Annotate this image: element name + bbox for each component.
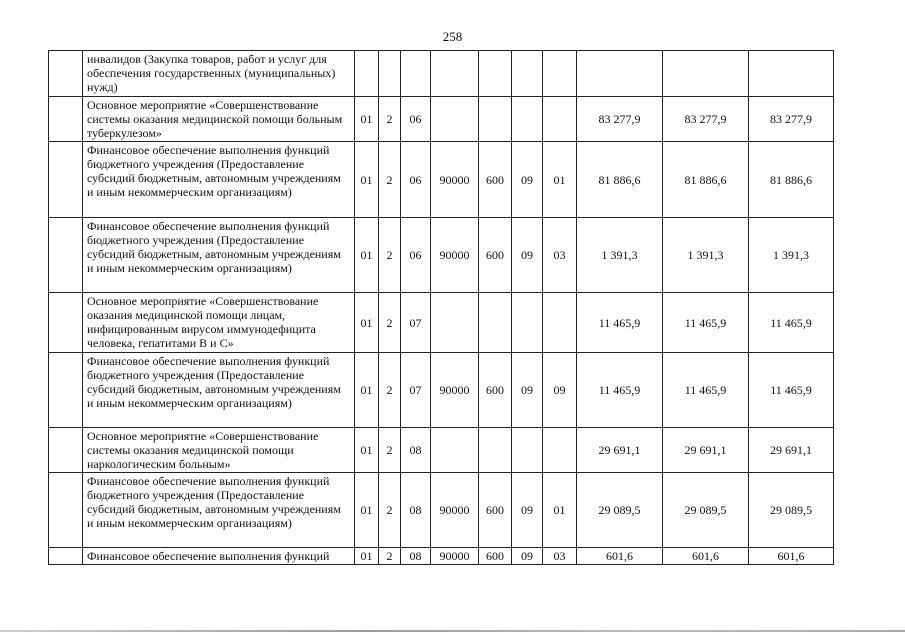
row-margin-cell (49, 428, 83, 473)
code-cell-3 (401, 51, 431, 97)
amount-cell-2: 1 391,3 (663, 218, 749, 293)
code-cell-3: 08 (401, 428, 431, 473)
code-cell-4 (431, 293, 479, 353)
table-row (49, 428, 834, 473)
code-cell-7 (543, 51, 577, 97)
amount-cell-3: 29 089,5 (749, 473, 834, 548)
code-cell-3: 08 (401, 548, 431, 565)
amount-cell-1: 11 465,9 (577, 353, 663, 428)
amount-cell-3: 11 465,9 (749, 353, 834, 428)
code-cell-1: 01 (355, 293, 379, 353)
code-cell-2 (379, 51, 401, 97)
amount-cell-1: 1 391,3 (577, 218, 663, 293)
amount-cell-2: 601,6 (663, 548, 749, 565)
table-row (49, 473, 834, 548)
code-cell-5: 600 (479, 218, 512, 293)
amount-cell-3: 601,6 (749, 548, 834, 565)
row-margin-cell (49, 218, 83, 293)
code-cell-4: 90000 (431, 142, 479, 218)
code-cell-3: 06 (401, 142, 431, 218)
code-cell-5: 600 (479, 142, 512, 218)
table-row (49, 142, 834, 218)
code-cell-4 (431, 51, 479, 97)
code-cell-7 (543, 428, 577, 473)
code-cell-3: 06 (401, 218, 431, 293)
code-cell-6 (512, 428, 543, 473)
amount-cell-2 (663, 51, 749, 97)
code-cell-5: 600 (479, 353, 512, 428)
code-cell-4 (431, 97, 479, 142)
code-cell-7: 03 (543, 548, 577, 565)
row-margin-cell (49, 293, 83, 353)
code-cell-7: 09 (543, 353, 577, 428)
row-margin-cell (49, 353, 83, 428)
name-cell: Основное мероприятие «Совершенствование системы оказания медицинской помощи больным туберкулезом» (83, 97, 355, 142)
code-cell-2: 2 (379, 473, 401, 548)
table-body (49, 51, 834, 565)
table-row (49, 293, 834, 353)
code-cell-1: 01 (355, 473, 379, 548)
code-cell-4: 90000 (431, 473, 479, 548)
row-margin-cell (49, 51, 83, 97)
code-cell-5: 600 (479, 473, 512, 548)
table-row (49, 51, 834, 97)
amount-cell-3: 81 886,6 (749, 142, 834, 218)
code-cell-1: 01 (355, 428, 379, 473)
scan-edge-line (0, 630, 905, 632)
row-margin-cell (49, 97, 83, 142)
budget-table (48, 50, 834, 565)
amount-cell-3 (749, 51, 834, 97)
code-cell-1: 01 (355, 97, 379, 142)
amount-cell-1: 29 691,1 (577, 428, 663, 473)
page-number: 258 (442, 29, 463, 44)
code-cell-7: 01 (543, 142, 577, 218)
amount-cell-2: 11 465,9 (663, 353, 749, 428)
code-cell-1 (355, 51, 379, 97)
name-cell: инвалидов (Закупка товаров, работ и услуг для обеспечения государственных (муниципальных) нужд) (83, 51, 355, 97)
code-cell-6: 09 (512, 548, 543, 565)
code-cell-5 (479, 293, 512, 353)
code-cell-2: 2 (379, 353, 401, 428)
code-cell-2: 2 (379, 218, 401, 293)
name-cell: Финансовое обеспечение выполнения функций (83, 548, 355, 565)
code-cell-4 (431, 428, 479, 473)
code-cell-7 (543, 97, 577, 142)
name-cell: Основное мероприятие «Совершенствование системы оказания медицинской помощи наркологическим больным» (83, 428, 355, 473)
code-cell-3: 07 (401, 293, 431, 353)
name-cell: Финансовое обеспечение выполнения функций бюджетного учреждения (Предоставление субсидий бюджетным, автономным учреждениям и иным некоммерческим организациям) (83, 353, 355, 428)
code-cell-6 (512, 97, 543, 142)
name-cell: Финансовое обеспечение выполнения функций бюджетного учреждения (Предоставление субсидий бюджетным, автономным учреждениям и иным некоммерческим организациям) (83, 142, 355, 218)
amount-cell-1: 601,6 (577, 548, 663, 565)
amount-cell-2: 81 886,6 (663, 142, 749, 218)
table-row (49, 97, 834, 142)
code-cell-7 (543, 293, 577, 353)
code-cell-1: 01 (355, 548, 379, 565)
amount-cell-2: 29 691,1 (663, 428, 749, 473)
code-cell-2: 2 (379, 293, 401, 353)
code-cell-6: 09 (512, 142, 543, 218)
amount-cell-2: 83 277,9 (663, 97, 749, 142)
row-margin-cell (49, 473, 83, 548)
amount-cell-3: 1 391,3 (749, 218, 834, 293)
amount-cell-3: 29 691,1 (749, 428, 834, 473)
table-row (49, 218, 834, 293)
table-row (49, 548, 834, 565)
code-cell-4: 90000 (431, 353, 479, 428)
amount-cell-1: 81 886,6 (577, 142, 663, 218)
amount-cell-1: 29 089,5 (577, 473, 663, 548)
code-cell-4: 90000 (431, 218, 479, 293)
code-cell-3: 06 (401, 97, 431, 142)
amount-cell-2: 11 465,9 (663, 293, 749, 353)
code-cell-5: 600 (479, 548, 512, 565)
code-cell-5 (479, 51, 512, 97)
row-margin-cell (49, 142, 83, 218)
row-margin-cell (49, 548, 83, 565)
table-row (49, 353, 834, 428)
amount-cell-1 (577, 51, 663, 97)
amount-cell-1: 11 465,9 (577, 293, 663, 353)
code-cell-6: 09 (512, 353, 543, 428)
code-cell-3: 08 (401, 473, 431, 548)
name-cell: Финансовое обеспечение выполнения функций бюджетного учреждения (Предоставление субсидий бюджетным, автономным учреждениям и иным некоммерческим организациям) (83, 218, 355, 293)
code-cell-3: 07 (401, 353, 431, 428)
name-cell: Финансовое обеспечение выполнения функций бюджетного учреждения (Предоставление субсидий бюджетным, автономным учреждениям и иным некоммерческим организациям) (83, 473, 355, 548)
name-cell: Основное мероприятие «Совершенствование оказания медицинской помощи лицам, инфицированным вирусом иммунодефицита человека, гепатитами В и С» (83, 293, 355, 353)
code-cell-2: 2 (379, 428, 401, 473)
code-cell-6: 09 (512, 473, 543, 548)
code-cell-1: 01 (355, 218, 379, 293)
amount-cell-2: 29 089,5 (663, 473, 749, 548)
code-cell-1: 01 (355, 142, 379, 218)
amount-cell-1: 83 277,9 (577, 97, 663, 142)
code-cell-5 (479, 428, 512, 473)
code-cell-6 (512, 293, 543, 353)
code-cell-7: 01 (543, 473, 577, 548)
code-cell-2: 2 (379, 548, 401, 565)
code-cell-7: 03 (543, 218, 577, 293)
code-cell-2: 2 (379, 97, 401, 142)
code-cell-4: 90000 (431, 548, 479, 565)
code-cell-2: 2 (379, 142, 401, 218)
code-cell-6 (512, 51, 543, 97)
code-cell-1: 01 (355, 353, 379, 428)
amount-cell-3: 83 277,9 (749, 97, 834, 142)
amount-cell-3: 11 465,9 (749, 293, 834, 353)
code-cell-6: 09 (512, 218, 543, 293)
code-cell-5 (479, 97, 512, 142)
